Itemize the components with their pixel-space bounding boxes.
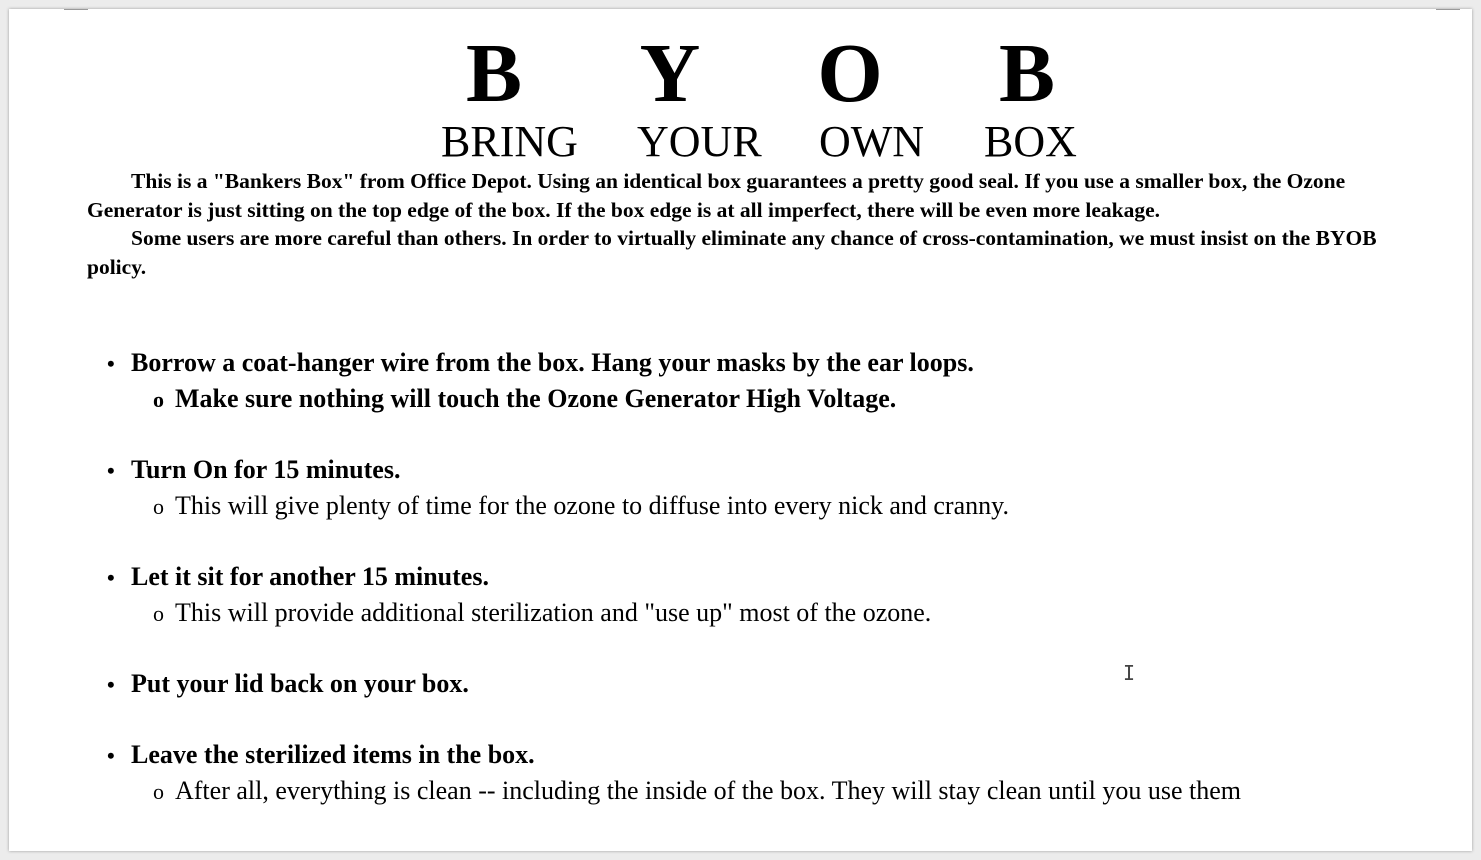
intro-text xyxy=(87,167,1427,281)
acronym-letter-b1: B xyxy=(465,27,523,120)
acronym-word-own: OWN xyxy=(819,117,925,166)
bullet-icon: • xyxy=(107,351,115,376)
sub-bullet-icon: o xyxy=(153,601,164,626)
document-page xyxy=(9,9,1472,851)
instruction-step xyxy=(107,666,1447,702)
step-subtext: This will provide additional sterilization and "use up" most of the ozone. xyxy=(175,598,932,627)
instruction-list xyxy=(107,345,1447,844)
page-corner-mark-left xyxy=(64,9,88,10)
step-subtext: This will give plenty of time for the ozone to diffuse into every nick and cranny. xyxy=(175,491,1009,520)
step-subtext: After all, everything is clean -- including the inside of the box. They will stay clean until you use them xyxy=(175,776,1241,805)
acronym-word-your: YOUR xyxy=(637,117,762,166)
step-text: Let it sit for another 15 minutes. xyxy=(131,562,489,591)
instruction-step xyxy=(107,345,1447,417)
instruction-step xyxy=(107,737,1447,809)
instruction-step xyxy=(107,559,1447,631)
intro-paragraph-2: Some users are more careful than others. In order to virtually eliminate any chance of cross-contamination, we must insist on the BYOB policy. xyxy=(87,226,1377,279)
acronym-words-row xyxy=(9,117,1472,167)
text-cursor-icon: I xyxy=(1123,661,1136,685)
page-corner-mark-right xyxy=(1436,9,1460,10)
sub-bullet-icon: o xyxy=(153,387,164,412)
step-text: Put your lid back on your box. xyxy=(131,669,469,698)
acronym-letter-b2: B xyxy=(998,27,1056,120)
step-subtext: Make sure nothing will touch the Ozone Generator High Voltage. xyxy=(175,384,897,413)
acronym-letter-o: O xyxy=(817,27,883,120)
sub-bullet-icon: o xyxy=(153,779,164,804)
acronym-row xyxy=(9,29,1472,119)
acronym-word-bring: BRING xyxy=(441,117,578,166)
bullet-icon: • xyxy=(107,458,115,483)
step-text: Borrow a coat-hanger wire from the box. Hang your masks by the ear loops. xyxy=(131,348,974,377)
bullet-icon: • xyxy=(107,672,115,697)
bullet-icon: • xyxy=(107,743,115,768)
step-text: Leave the sterilized items in the box. xyxy=(131,740,535,769)
intro-paragraph-1: This is a "Bankers Box" from Office Depot. Using an identical box guarantees a pretty good seal. If you use a smaller box, the Ozone Generator is just sitting on the top edge of the box. If the box edge is at all imperfect, there will be even more leakage. xyxy=(87,169,1346,222)
acronym-word-box: BOX xyxy=(984,117,1077,166)
acronym-letter-y: Y xyxy=(639,27,701,120)
instruction-step xyxy=(107,452,1447,524)
sub-bullet-icon: o xyxy=(153,494,164,519)
bullet-icon: • xyxy=(107,565,115,590)
step-text: Turn On for 15 minutes. xyxy=(131,455,401,484)
